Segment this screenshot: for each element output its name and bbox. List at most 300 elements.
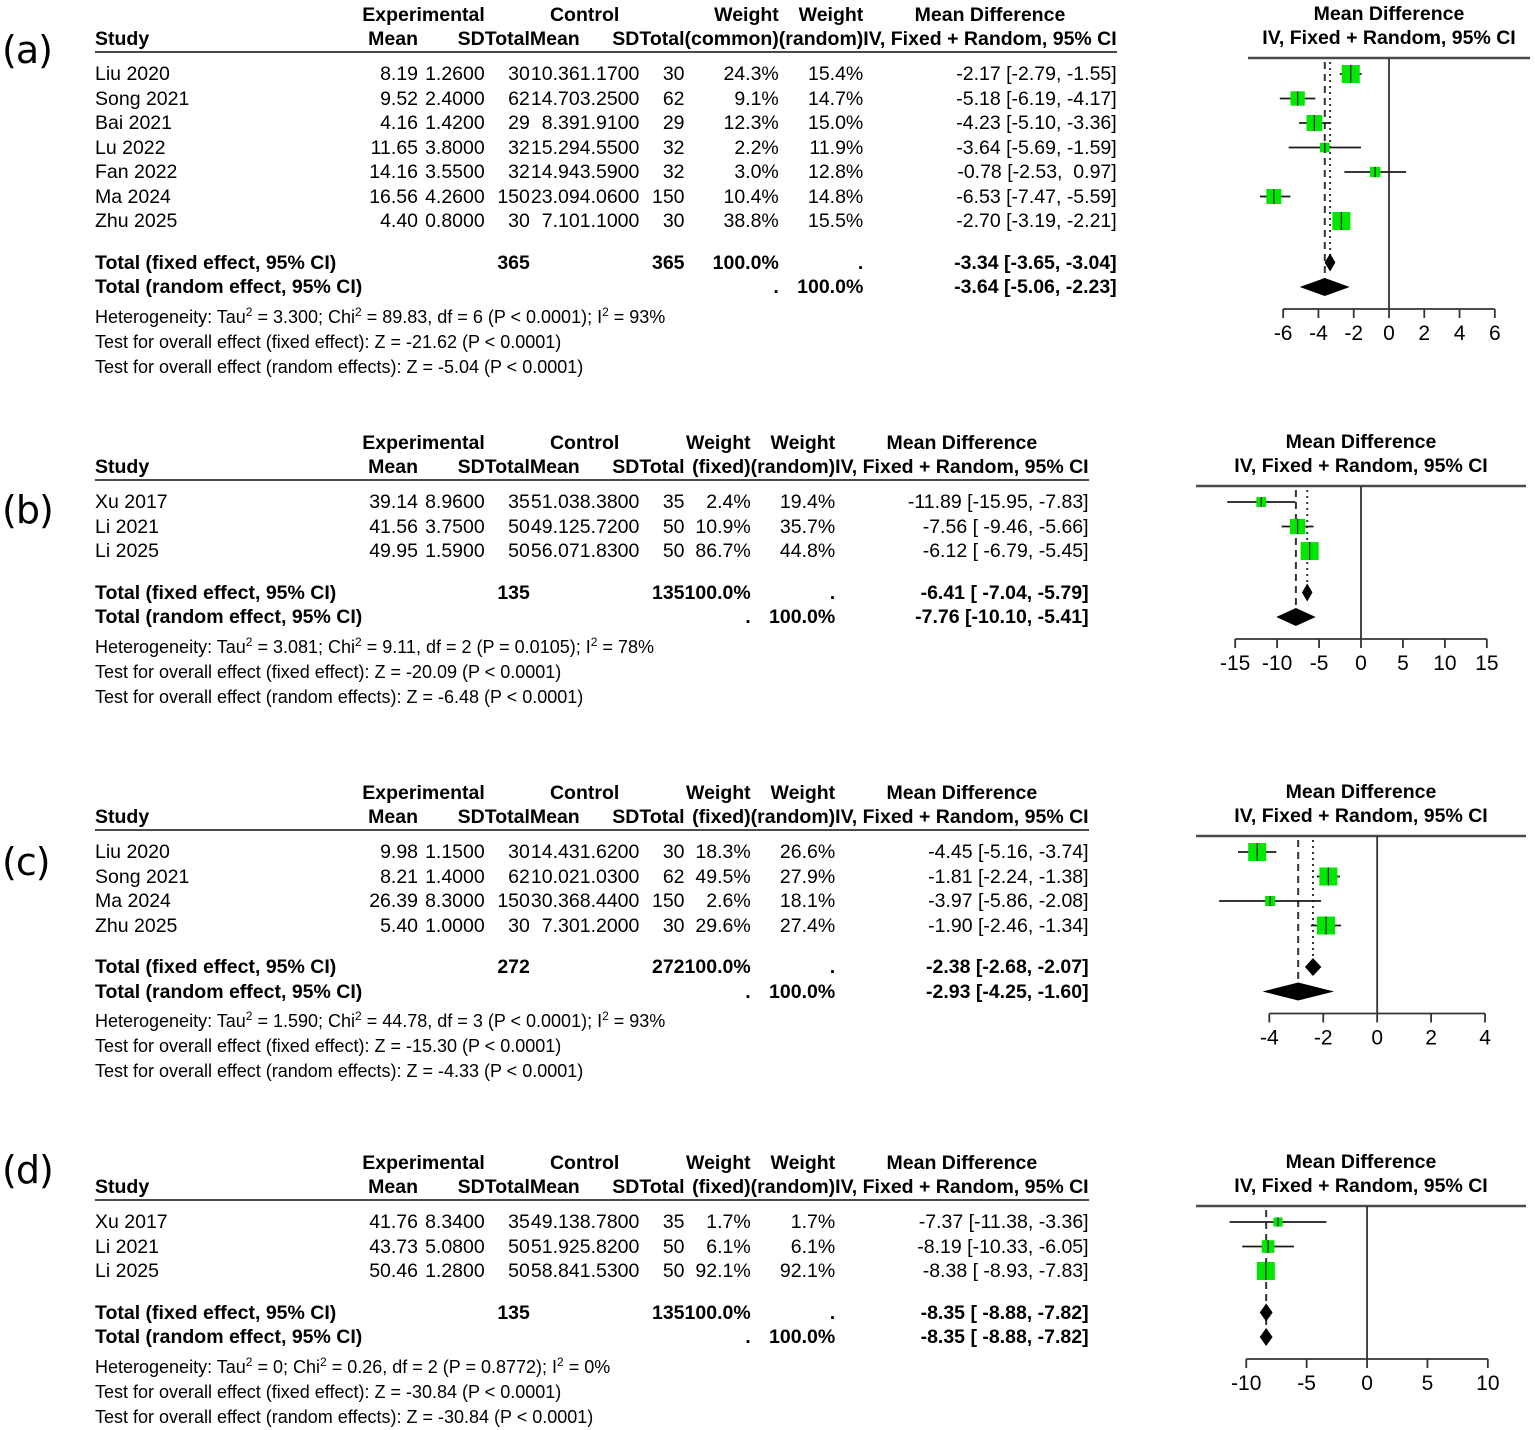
hdr-mean-difference: Mean Difference [914, 4, 1066, 26]
cell-study: Song 2021 [95, 865, 190, 888]
cell-mean-difference: -3.64 [-5.69, -1.59] [956, 136, 1117, 159]
total-weight-fixed: . [745, 980, 751, 1003]
cell-ctl-mean: 8.39 [541, 112, 580, 134]
cell-exp-total: 30 [508, 914, 530, 937]
cell-mean-difference: -8.19 [-10.33, -6.05] [917, 1235, 1089, 1258]
hdr-spacer2 [639, 432, 684, 456]
statistics-notes [95, 1004, 1089, 1084]
total-ctl-total: 272 [651, 956, 685, 978]
cell-exp-mean: 4.16 [380, 112, 419, 134]
forest-graph-c [1196, 780, 1526, 1050]
cell-mean-difference: -7.56 [ -9.46, -5.66] [922, 515, 1089, 538]
cell-ctl-mean: 51.92 [530, 1235, 580, 1258]
hdr-study: Study [95, 1176, 150, 1198]
table-row[interactable] [95, 539, 1089, 564]
hdr-study: Study [95, 28, 150, 50]
x-axis-tick-label: 4 [1453, 322, 1466, 345]
cell-exp-mean: 11.65 [370, 136, 419, 159]
total-label: Total (fixed effect, 95% CI) [95, 581, 337, 604]
table-row[interactable] [95, 62, 1117, 87]
total-label: Total (fixed effect, 95% CI) [95, 956, 337, 978]
cell-exp-mean: 5.40 [380, 914, 419, 937]
study-table-a [95, 4, 1117, 380]
total-label: Total (random effect, 95% CI) [95, 1326, 363, 1348]
cell-weight-random: 14.7% [807, 87, 864, 110]
cell-study: Ma 2024 [95, 185, 171, 208]
hdr-exp-total: Total [484, 806, 530, 828]
cell-ctl-mean: 14.43 [530, 841, 580, 863]
spacer-row [95, 564, 1089, 581]
hdr-ctl-total: Total [639, 28, 685, 50]
cell-exp-mean: 41.56 [369, 515, 419, 538]
x-axis-tick-label: 0 [1383, 322, 1395, 345]
hdr-weight-col2: (random) [750, 1176, 836, 1198]
total-row-fixed [95, 955, 1089, 980]
cell-ctl-total: 50 [662, 1260, 685, 1282]
cell-ctl-total: 62 [662, 87, 685, 110]
x-axis-tick-label: 5 [1397, 652, 1409, 675]
hdr-exp-mean: Mean [368, 456, 419, 478]
hdr-ctl-mean: Mean [529, 28, 580, 50]
hdr-md-sub: IV, Fixed + Random, 95% CI [835, 806, 1089, 828]
cell-mean-difference: -5.18 [-6.19, -4.17] [956, 87, 1117, 110]
hdr-weight-1: Weight [686, 432, 751, 454]
cell-ctl-sd: 8.3800 [579, 491, 640, 513]
cell-ctl-sd: 3.2500 [579, 87, 640, 110]
table-row[interactable] [95, 1259, 1089, 1284]
graph-title-sub: IV, Fixed + Random, 95% CI [1262, 27, 1516, 49]
cell-ctl-total: 30 [662, 210, 685, 232]
cell-ctl-mean: 10.36 [530, 63, 580, 85]
hdr-weight-1: Weight [714, 4, 779, 26]
hdr-ctl-sd: SD [612, 28, 640, 50]
total-blank4 [580, 1301, 640, 1326]
spacer [95, 234, 1117, 251]
total-row-random [95, 275, 1117, 300]
hdr-mean-difference: Mean Difference [886, 1152, 1038, 1174]
x-axis-tick-label: 0 [1355, 652, 1367, 675]
panel-label-b: (b) [2, 488, 53, 532]
cell-weight-random: 15.0% [807, 112, 864, 134]
total-exp-total [485, 275, 530, 300]
graph-title-main: Mean Difference [1285, 431, 1437, 453]
total-weight-random: . [829, 581, 836, 604]
table-row[interactable] [95, 515, 1089, 540]
cell-exp-sd: 1.1500 [425, 841, 485, 863]
cell-ctl-total: 32 [662, 136, 685, 159]
x-axis-tick-label: -2 [1313, 1026, 1333, 1050]
cell-exp-sd: 4.2600 [425, 185, 485, 208]
table-row[interactable] [95, 490, 1089, 515]
total-exp-total [485, 1325, 530, 1350]
hdr-study: Study [95, 456, 150, 478]
hdr-weight-2: Weight [770, 782, 836, 804]
hdr-ctl-total: Total [639, 456, 685, 478]
hdr-weight-2: Weight [770, 432, 836, 454]
cell-ctl-total: 30 [662, 914, 685, 937]
cell-exp-total: 29 [508, 112, 530, 134]
total-blank2 [418, 581, 485, 606]
table-row[interactable] [95, 1235, 1089, 1260]
table [95, 432, 1089, 630]
total-blank3 [530, 605, 580, 630]
cell-exp-total: 62 [508, 87, 530, 110]
hdr-exp-total: Total [484, 1176, 530, 1198]
fixed-effect-diamond [1260, 1304, 1273, 1322]
spacer [95, 564, 1089, 581]
cell-study: Liu 2020 [95, 63, 170, 85]
hdr-md-sub: IV, Fixed + Random, 95% CI [835, 1176, 1089, 1198]
cell-mean-difference: -8.38 [ -8.93, -7.83] [922, 1260, 1089, 1282]
hdr-ctl-mean: Mean [529, 806, 580, 828]
table-row[interactable] [95, 1210, 1089, 1235]
hdr-blank [95, 432, 362, 456]
heterogeneity-line: Heterogeneity: Tau$^2$ = 0; Chi$^2$ = 0.26, df = 2 (P = 0.8772); $I^2 = 0\%$ [95, 1354, 611, 1377]
cell-weight-random: 19.4% [779, 491, 836, 513]
spacer-row [95, 1284, 1089, 1301]
cell-weight-fixed: 9.1% [734, 87, 779, 110]
x-axis-tick-label: 10 [1433, 652, 1457, 675]
total-mean-difference: -6.41 [ -7.04, -5.79] [920, 581, 1089, 604]
hdr-experimental: Experimental [362, 4, 485, 26]
total-blank4 [580, 581, 640, 606]
cell-exp-mean: 8.21 [380, 865, 419, 888]
cell-weight-random: 11.9% [809, 136, 864, 159]
cell-weight-random: 92.1% [779, 1260, 836, 1282]
x-axis-tick-label: -6 [1273, 322, 1293, 345]
cell-mean-difference: -1.90 [-2.46, -1.34] [928, 914, 1089, 937]
cell-ctl-total: 32 [662, 161, 685, 183]
cell-study: Zhu 2025 [95, 914, 178, 937]
cell-exp-total: 150 [497, 890, 530, 912]
hdr-exp-sd: SD [457, 28, 485, 50]
x-axis-tick-label: -5 [1309, 652, 1329, 675]
hdr-control: Control [549, 1152, 620, 1174]
table-row[interactable] [95, 889, 1089, 914]
cell-exp-sd: 3.7500 [425, 515, 485, 538]
total-exp-total: 272 [497, 956, 530, 978]
x-axis-tick-label: 4 [1479, 1026, 1491, 1050]
hdr-exp-total: Total [484, 456, 530, 478]
x-axis-tick-label: 10 [1476, 1372, 1500, 1395]
x-axis-tick-label: 2 [1425, 1026, 1437, 1050]
table-row[interactable] [95, 185, 1117, 210]
study-table-c [95, 782, 1089, 1084]
cell-mean-difference: -1.81 [-2.24, -1.38] [928, 865, 1089, 888]
table-row[interactable] [95, 111, 1117, 136]
total-ctl-total: 135 [651, 1301, 685, 1324]
total-weight-random: 100.0% [769, 1326, 836, 1348]
cell-study: Xu 2017 [95, 491, 168, 513]
x-axis-tick-label: 5 [1421, 1372, 1434, 1395]
hdr-weight-2: Weight [770, 1152, 836, 1174]
hdr-weight-1: Weight [686, 1152, 751, 1174]
cell-exp-sd: 8.3400 [425, 1211, 485, 1233]
graph-title-main: Mean Difference [1313, 3, 1465, 25]
hdr-spacer2 [639, 4, 684, 28]
cell-ctl-total: 50 [662, 1235, 685, 1258]
hdr-weight-1: Weight [686, 782, 751, 804]
total-row-fixed [95, 251, 1117, 276]
hdr-ctl-mean: Mean [529, 1176, 580, 1198]
cell-exp-mean: 8.19 [380, 63, 419, 85]
x-axis-tick-label: 2 [1418, 322, 1431, 345]
test-fixed-line: Test for overall effect (fixed effect): Z = -21.62 (P < 0.0001) [95, 331, 562, 352]
hdr-spacer1 [485, 782, 530, 806]
total-blank2 [418, 980, 485, 1005]
total-ctl-total [639, 980, 684, 1005]
cell-weight-fixed: 6.1% [706, 1235, 751, 1258]
cell-mean-difference: -6.12 [ -6.79, -5.45] [922, 540, 1089, 562]
total-weight-fixed: 100.0% [684, 956, 751, 978]
cell-ctl-sd: 5.8200 [579, 1235, 640, 1258]
x-axis-tick-label: 15 [1475, 652, 1499, 675]
statistics-notes [95, 630, 1089, 710]
total-blank3 [530, 955, 580, 980]
test-random-line: Test for overall effect (random effects): Z = -4.33 (P < 0.0001) [95, 1061, 584, 1081]
cell-exp-total: 50 [508, 540, 530, 562]
x-axis-tick-label: -2 [1344, 322, 1364, 345]
spacer-row [95, 938, 1089, 955]
total-label: Total (fixed effect, 95% CI) [95, 251, 337, 274]
table-header-bottom [95, 28, 1117, 52]
cell-ctl-mean: 7.10 [541, 210, 580, 232]
total-weight-random: . [829, 956, 836, 978]
hdr-control: Control [549, 782, 620, 804]
spacer [95, 938, 1089, 955]
cell-exp-mean: 9.98 [380, 841, 419, 863]
total-row-random [95, 980, 1089, 1005]
cell-exp-sd: 0.8000 [425, 210, 485, 232]
total-row-fixed [95, 1301, 1089, 1326]
cell-ctl-total: 50 [662, 515, 685, 538]
cell-weight-fixed: 10.9% [695, 515, 751, 538]
hdr-spacer2 [639, 1152, 684, 1176]
cell-exp-total: 50 [508, 515, 530, 538]
cell-exp-sd: 3.8000 [425, 136, 485, 159]
total-blank3 [530, 1325, 580, 1350]
hdr-experimental: Experimental [362, 432, 485, 454]
cell-ctl-total: 30 [662, 63, 685, 85]
cell-ctl-sd: 8.4400 [579, 890, 640, 912]
cell-ctl-mean: 56.07 [530, 540, 580, 562]
x-axis-tick-label: -5 [1297, 1372, 1316, 1395]
table [95, 1152, 1089, 1350]
x-axis-tick-label: -4 [1309, 322, 1328, 345]
total-exp-total: 365 [497, 251, 530, 274]
cell-mean-difference: -2.17 [-2.79, -1.55] [956, 63, 1117, 85]
table-row[interactable] [95, 160, 1117, 185]
graph-title [1196, 780, 1526, 828]
total-exp-total: 135 [497, 1301, 530, 1324]
cell-ctl-total: 150 [651, 890, 685, 912]
cell-ctl-sd: 4.5500 [579, 136, 640, 159]
table-row[interactable] [95, 865, 1089, 890]
cell-mean-difference: -11.89 [-15.95, -7.83] [907, 491, 1089, 513]
cell-ctl-sd: 8.7800 [579, 1211, 640, 1233]
random-effect-diamond [1300, 278, 1350, 296]
graph-title [1196, 1150, 1526, 1198]
total-label: Total (random effect, 95% CI) [95, 276, 363, 298]
table-row[interactable] [95, 87, 1117, 112]
cell-exp-total: 50 [508, 1260, 530, 1282]
hdr-weight-col2: (random) [750, 806, 836, 828]
cell-ctl-mean: 49.13 [530, 1211, 580, 1233]
hdr-spacer1 [485, 4, 530, 28]
total-exp-total [485, 980, 530, 1005]
hdr-exp-sd: SD [457, 456, 485, 478]
table-header-top [95, 782, 1089, 806]
total-weight-random: 100.0% [769, 606, 836, 628]
total-blank2 [418, 251, 485, 276]
total-exp-total: 135 [497, 581, 530, 604]
hdr-control: Control [549, 432, 620, 454]
cell-exp-mean: 16.56 [369, 185, 419, 208]
cell-weight-fixed: 3.0% [734, 161, 779, 183]
total-blank1 [362, 251, 418, 276]
cell-ctl-mean: 7.30 [541, 914, 580, 937]
cell-ctl-sd: 1.8300 [579, 540, 640, 562]
test-fixed-line: Test for overall effect (fixed effect): Z = -15.30 (P < 0.0001) [95, 1036, 562, 1056]
cell-study: Song 2021 [95, 87, 190, 110]
total-mean-difference: -7.76 [-10.10, -5.41] [915, 606, 1089, 628]
cell-mean-difference: -7.37 [-11.38, -3.36] [918, 1211, 1089, 1233]
cell-weight-random: 27.9% [779, 865, 836, 888]
hdr-experimental: Experimental [362, 782, 485, 804]
cell-ctl-sd: 1.1700 [579, 63, 640, 85]
graph-title-main: Mean Difference [1285, 781, 1437, 803]
table-header-bottom [95, 806, 1089, 830]
total-blank1 [362, 605, 418, 630]
cell-ctl-sd: 1.1000 [579, 210, 640, 232]
header-rule [95, 52, 1117, 62]
total-blank2 [418, 955, 485, 980]
total-weight-fixed: 100.0% [712, 251, 779, 274]
cell-exp-total: 30 [508, 63, 530, 85]
table-row[interactable] [95, 136, 1117, 161]
cell-weight-fixed: 86.7% [695, 540, 751, 562]
heterogeneity-line: Heterogeneity: Tau$^2$ = 1.590; Chi$^2$ = 44.78, df = 3 (P < 0.0001); $I^2 = 93\%$ [95, 1009, 666, 1031]
cell-mean-difference: -6.53 [-7.47, -5.59] [956, 185, 1117, 208]
spacer [95, 1284, 1089, 1301]
total-blank3 [530, 275, 580, 300]
cell-exp-total: 30 [508, 210, 530, 232]
cell-ctl-sd: 1.2000 [579, 914, 640, 937]
cell-exp-total: 35 [508, 491, 530, 513]
hdr-blank [95, 782, 362, 806]
cell-weight-fixed: 18.3% [695, 841, 751, 863]
total-mean-difference: -2.38 [-2.68, -2.07] [925, 956, 1089, 978]
cell-ctl-sd: 4.0600 [579, 185, 640, 208]
cell-ctl-total: 35 [662, 1211, 685, 1233]
total-blank3 [530, 980, 580, 1005]
total-blank4 [580, 605, 640, 630]
cell-study: Liu 2020 [95, 841, 170, 863]
cell-exp-total: 150 [497, 185, 530, 208]
x-axis-tick-label: -15 [1219, 652, 1251, 675]
total-ctl-total [639, 1325, 684, 1350]
cell-study: Zhu 2025 [95, 210, 178, 232]
cell-exp-mean: 50.46 [369, 1260, 419, 1282]
total-ctl-total [639, 605, 684, 630]
cell-ctl-total: 62 [662, 865, 685, 888]
cell-weight-random: 26.6% [779, 841, 836, 863]
hdr-blank [95, 1152, 362, 1176]
cell-ctl-sd: 1.9100 [579, 112, 640, 134]
cell-exp-mean: 9.52 [380, 87, 419, 110]
total-weight-fixed: 100.0% [684, 581, 751, 604]
hdr-exp-sd: SD [457, 806, 485, 828]
graph-title-main: Mean Difference [1285, 1151, 1437, 1173]
panel-label-a: (a) [2, 28, 52, 72]
cell-ctl-sd: 1.6200 [579, 841, 640, 863]
hdr-weight-2: Weight [798, 4, 864, 26]
total-row-random [95, 605, 1089, 630]
hdr-ctl-sd: SD [612, 806, 640, 828]
cell-mean-difference: -4.23 [-5.10, -3.36] [956, 112, 1117, 134]
cell-weight-fixed: 38.8% [723, 210, 779, 232]
graph-title [1248, 2, 1530, 50]
test-fixed-line: Test for overall effect (fixed effect): Z = -30.84 (P < 0.0001) [95, 1381, 562, 1402]
hdr-weight-col1: (fixed) [692, 1176, 751, 1198]
cell-study: Bai 2021 [95, 112, 172, 134]
x-axis-tick-label: -4 [1259, 1026, 1279, 1050]
test-random-line: Test for overall effect (random effects): Z = -30.84 (P < 0.0001) [95, 1406, 594, 1427]
cell-ctl-mean: 51.03 [530, 491, 580, 513]
total-blank3 [530, 251, 580, 276]
cell-mean-difference: -3.97 [-5.86, -2.08] [928, 890, 1089, 912]
cell-exp-sd: 3.5500 [425, 161, 485, 183]
cell-weight-fixed: 49.5% [695, 865, 751, 888]
cell-weight-random: 35.7% [779, 515, 836, 538]
graph-title-sub: IV, Fixed + Random, 95% CI [1234, 455, 1488, 477]
total-label: Total (fixed effect, 95% CI) [95, 1301, 337, 1324]
total-blank1 [362, 275, 418, 300]
table-row[interactable] [95, 209, 1117, 234]
cell-weight-fixed: 1.7% [706, 1211, 751, 1233]
cell-weight-random: 27.4% [779, 914, 836, 937]
table-row[interactable] [95, 840, 1089, 865]
cell-exp-sd: 8.9600 [425, 491, 485, 513]
cell-weight-random: 14.8% [807, 185, 864, 208]
cell-exp-sd: 1.2600 [425, 63, 485, 85]
cell-study: Fan 2022 [95, 161, 178, 183]
test-fixed-line: Test for overall effect (fixed effect): Z = -20.09 (P < 0.0001) [95, 661, 562, 682]
hdr-exp-mean: Mean [368, 806, 419, 828]
cell-exp-total: 35 [508, 1211, 530, 1233]
hdr-exp-total: Total [484, 28, 530, 50]
total-blank4 [580, 275, 640, 300]
cell-exp-mean: 39.14 [369, 491, 419, 513]
cell-weight-random: 44.8% [779, 540, 836, 562]
test-random-line: Test for overall effect (random effects): Z = -6.48 (P < 0.0001) [95, 686, 584, 707]
cell-exp-total: 30 [508, 841, 530, 863]
cell-exp-mean: 43.73 [369, 1235, 419, 1258]
cell-weight-random: 12.8% [807, 161, 864, 183]
table-row[interactable] [95, 914, 1089, 939]
cell-ctl-sd: 3.5900 [579, 161, 640, 183]
cell-weight-random: 15.5% [807, 210, 864, 232]
total-weight-fixed: . [745, 606, 751, 628]
cell-ctl-total: 30 [662, 841, 685, 863]
x-axis-tick-label: 0 [1361, 1372, 1373, 1395]
total-ctl-total [639, 275, 684, 300]
x-axis-tick-label: 6 [1488, 322, 1501, 345]
cell-study: Lu 2022 [95, 136, 166, 159]
hdr-ctl-total: Total [639, 1176, 685, 1198]
table-header-bottom [95, 1176, 1089, 1200]
hdr-ctl-mean: Mean [529, 456, 580, 478]
